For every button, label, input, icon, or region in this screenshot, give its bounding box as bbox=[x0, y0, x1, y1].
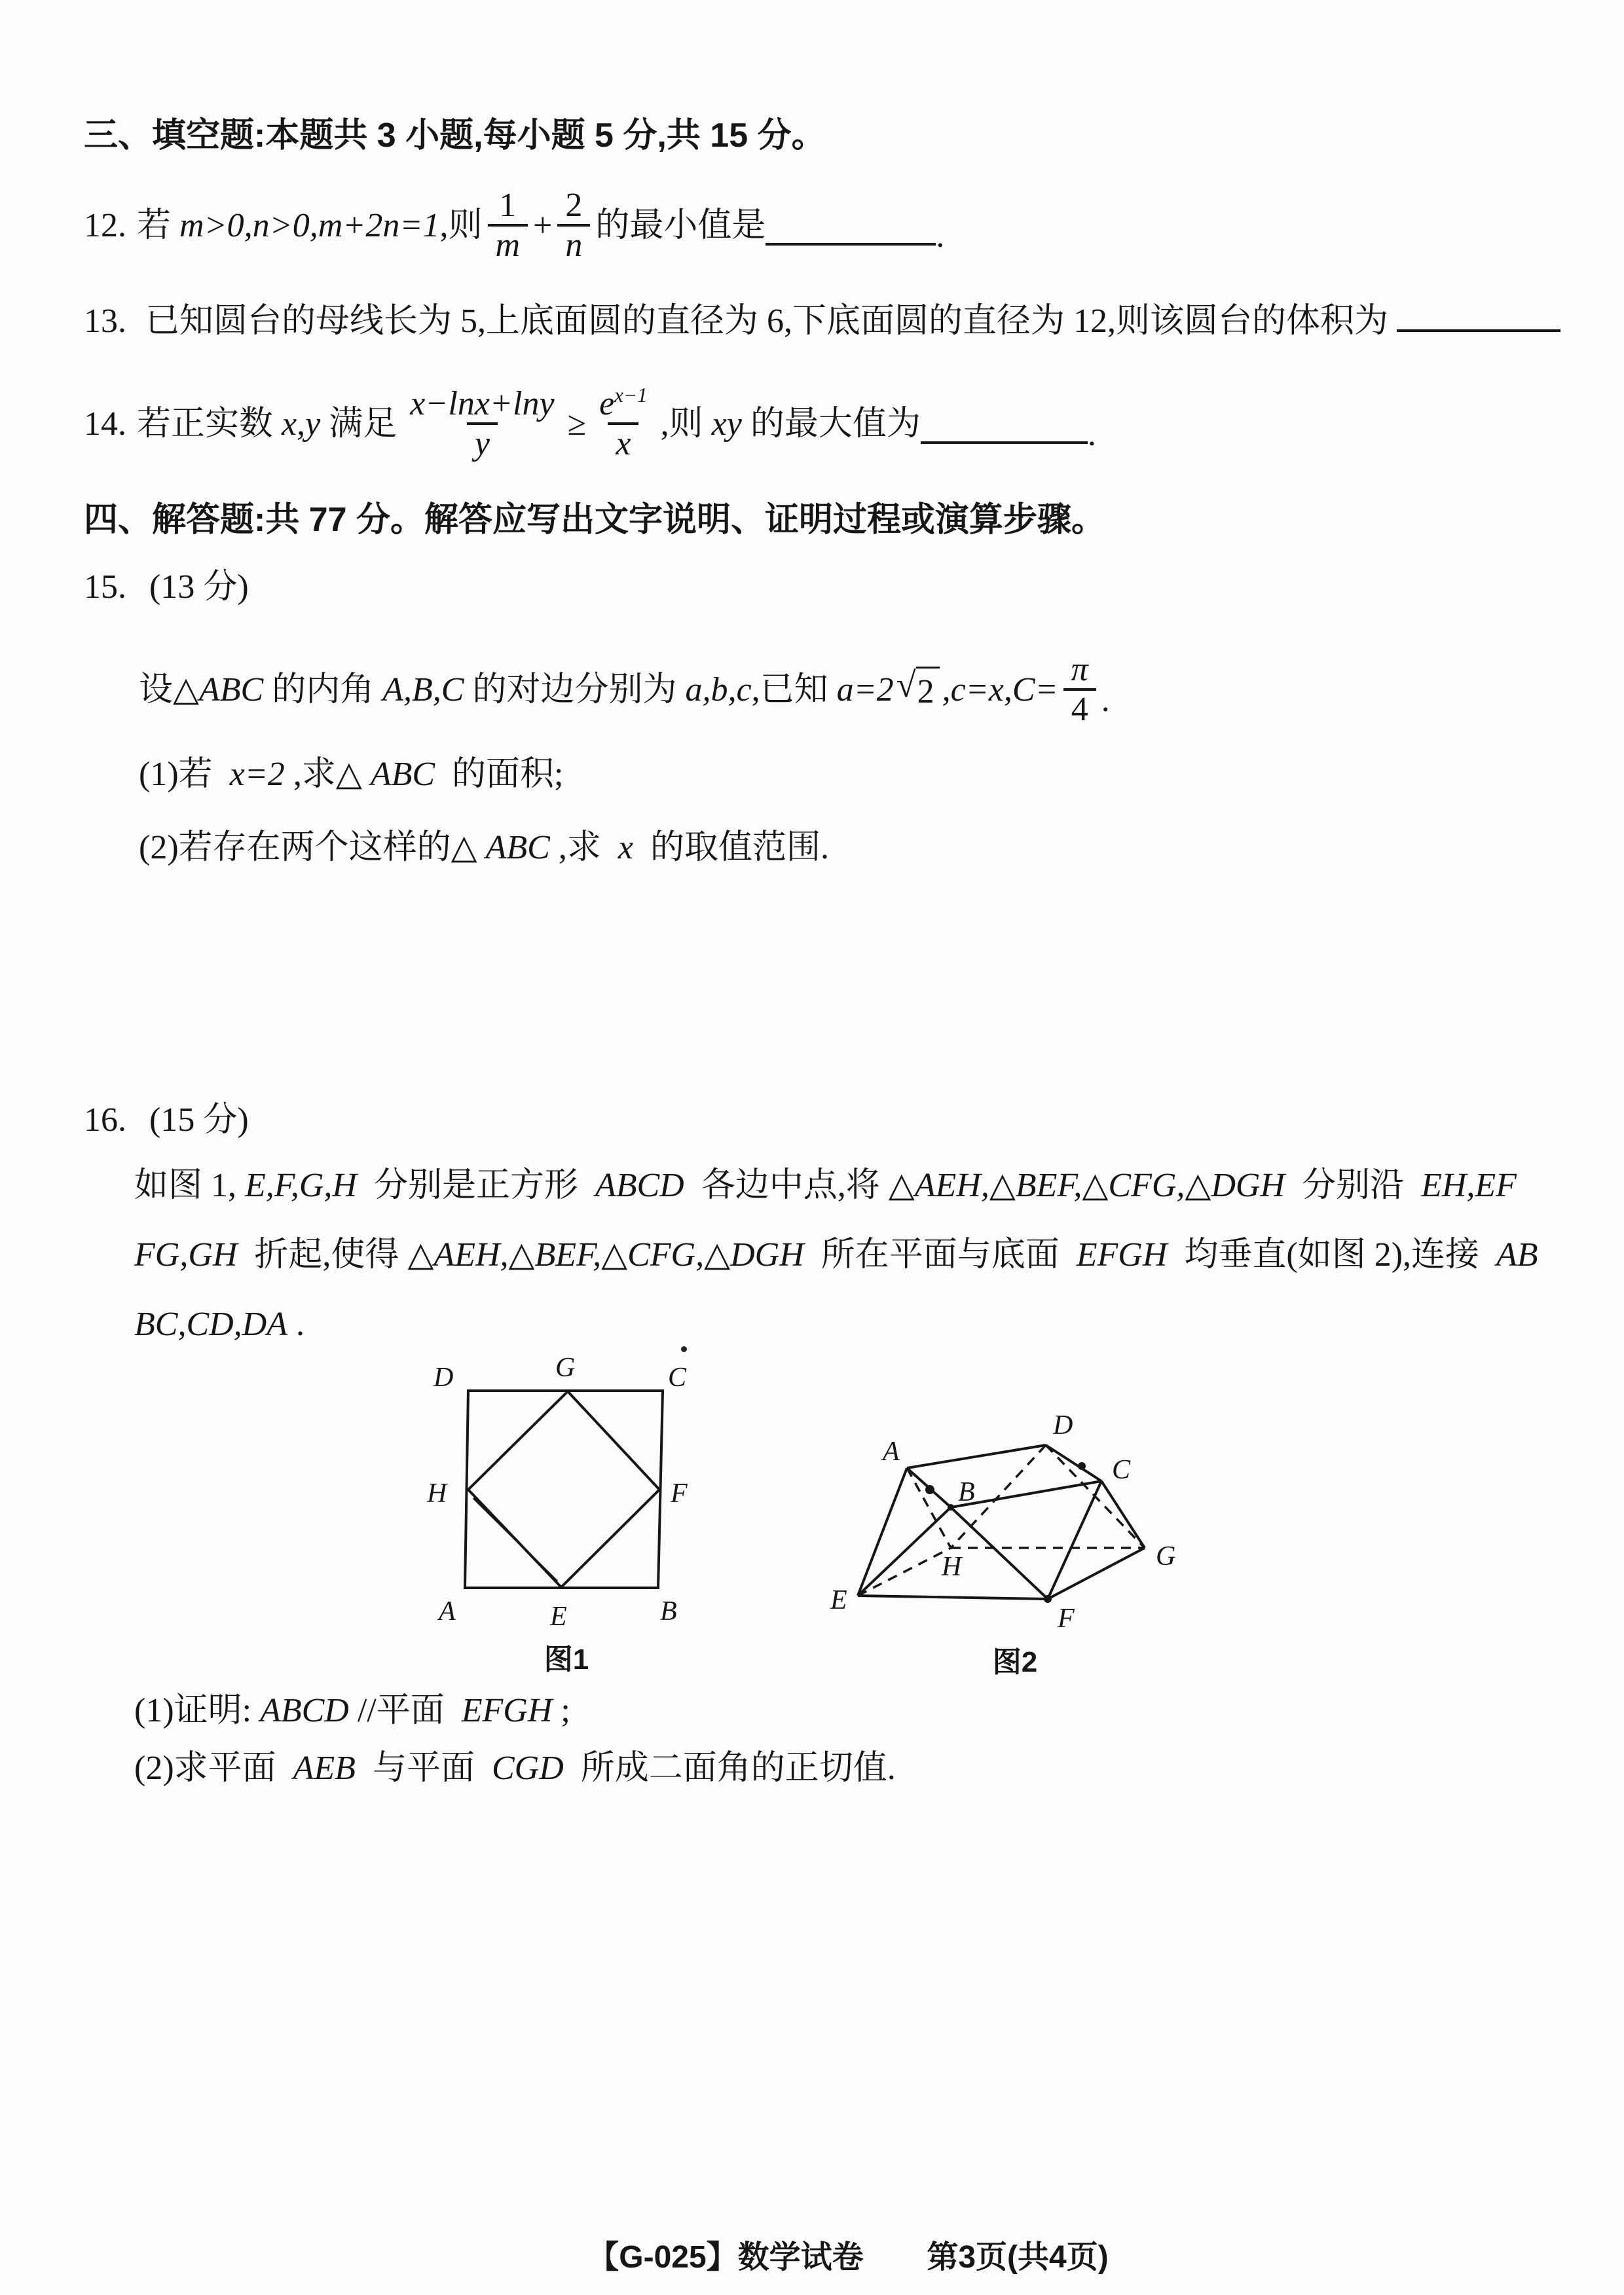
q16-l1-3: 分别是正方形 bbox=[365, 1167, 587, 1204]
figure-2-caption: 图2 bbox=[992, 1646, 1038, 1678]
fig1-label-A: A bbox=[439, 1596, 456, 1626]
q15-p1-3: ,求△ bbox=[293, 756, 362, 793]
q16-l3-2: . bbox=[296, 1306, 304, 1343]
fig1-label-H: H bbox=[427, 1478, 447, 1509]
q12-answer-blank bbox=[766, 239, 936, 246]
q12-frac2-numerator: 2 bbox=[565, 186, 583, 224]
fig1-label-G: G bbox=[555, 1353, 576, 1383]
fig2-edge-GC bbox=[1101, 1481, 1145, 1548]
q15-p2-5: 的取值范围. bbox=[641, 829, 829, 866]
q14-e-exponent: x−1 bbox=[614, 383, 648, 407]
q15-p1-5: 的面积; bbox=[443, 756, 564, 793]
q15-stem-3: 的内角 bbox=[263, 670, 383, 708]
q14-lfrac-denominator: y bbox=[467, 422, 498, 461]
fig2-edge-AE bbox=[858, 1468, 907, 1596]
question-12 bbox=[84, 185, 944, 266]
q16-l1-4: ABCD bbox=[595, 1167, 684, 1204]
fig2-label-A: A bbox=[883, 1437, 900, 1467]
q16-l2-4: 所在平面与底面 bbox=[812, 1236, 1068, 1274]
section-3-header bbox=[84, 115, 826, 157]
fig1-label-F: F bbox=[671, 1478, 688, 1509]
q16-l1-7: 分别沿 bbox=[1293, 1167, 1413, 1204]
question-13 bbox=[84, 300, 1560, 342]
fig1-label-D: D bbox=[434, 1363, 454, 1393]
figure-2 bbox=[825, 1403, 1198, 1651]
q12-frac2-denominator: n bbox=[557, 224, 590, 263]
figure-1-caption: 图1 bbox=[544, 1643, 589, 1676]
q12-period: . bbox=[936, 217, 945, 255]
q15-stem-1: 设△ bbox=[139, 670, 199, 708]
q16-paragraph-line-3 bbox=[134, 1303, 304, 1346]
q14-rfrac-denominator: x bbox=[608, 422, 638, 461]
q16-l2-7: AB bbox=[1496, 1236, 1538, 1274]
fig1-fold-line-HE bbox=[473, 1498, 557, 1581]
fig2-hidden-edge-AH bbox=[907, 1468, 951, 1548]
q16-p2-5: 所成二面角的正切值. bbox=[572, 1750, 896, 1787]
q14-lfrac-numerator: x−lnx+lny bbox=[410, 384, 555, 422]
fig2-label-C: C bbox=[1112, 1455, 1131, 1485]
q16-l3-1: BC,CD,DA bbox=[134, 1306, 287, 1343]
q15-stem-4: A,B,C bbox=[382, 670, 464, 708]
fig2-edge-EF bbox=[858, 1596, 1048, 1599]
q14-right-fraction bbox=[591, 383, 655, 462]
q16-l2-3: △AEH,△BEF,△CFG,△DGH bbox=[407, 1236, 804, 1274]
fig2-edge-CD bbox=[1046, 1445, 1101, 1481]
fig1-square-ABCD bbox=[465, 1391, 663, 1588]
q15-number: 15. bbox=[84, 568, 126, 606]
q15-p2-3: ,求 bbox=[558, 829, 610, 866]
q15-stem-5: 的对边分别为 bbox=[464, 670, 686, 708]
fig1-label-E: E bbox=[550, 1602, 567, 1632]
q12-fraction-2 bbox=[557, 188, 590, 263]
q15-stem-8: a=2 bbox=[836, 670, 894, 708]
q16-l2-2: 折起,使得 bbox=[246, 1236, 399, 1274]
q15-p1-4: ABC bbox=[370, 756, 435, 793]
q15-period: . bbox=[1101, 681, 1110, 719]
q14-geq-sign: ≥ bbox=[567, 405, 587, 443]
q16-l1-2: E,F,G,H bbox=[245, 1167, 357, 1204]
q13-number: 13. bbox=[84, 303, 126, 340]
q15-p2-2: ABC bbox=[485, 829, 550, 866]
q15-p1-2: x=2 bbox=[229, 756, 285, 793]
q15-p1-1: (1)若 bbox=[139, 756, 221, 793]
fig2-ink-blob-4 bbox=[948, 1504, 954, 1511]
q15-part-2 bbox=[139, 826, 829, 869]
q16-paragraph-line-1 bbox=[134, 1164, 1517, 1207]
q16-l1-6: △AEH,△BEF,△CFG,△DGH bbox=[888, 1167, 1285, 1204]
figure-1 bbox=[393, 1350, 720, 1638]
q16-l1-1: 如图 1, bbox=[134, 1167, 237, 1204]
q14-number: 14. bbox=[84, 405, 126, 443]
q16-p2-2: AEB bbox=[293, 1750, 356, 1787]
q16-score: (15 分) bbox=[149, 1101, 249, 1139]
fig2-label-D: D bbox=[1053, 1410, 1073, 1441]
q16-p1-5: ; bbox=[561, 1692, 570, 1729]
q16-l1-5: 各边中点,将 bbox=[692, 1167, 880, 1204]
q15-stem bbox=[139, 647, 1110, 732]
q15-score: (13 分) bbox=[149, 568, 249, 606]
q13-answer-blank bbox=[1397, 325, 1560, 332]
q15-sqrt2 bbox=[896, 664, 940, 713]
q16-part-1 bbox=[134, 1689, 570, 1732]
q16-l2-6: 均垂直(如图 2),连接 bbox=[1175, 1236, 1488, 1274]
q16-p1-2: ABCD bbox=[260, 1692, 349, 1729]
q14-math-1: x,y bbox=[282, 405, 321, 443]
q14-text-4: 的最大值为 bbox=[741, 405, 921, 443]
figure-1-drawing bbox=[393, 1350, 720, 1638]
footer-page-number: 第3页(共4页) bbox=[927, 2240, 1109, 2275]
question-16-heading bbox=[84, 1099, 249, 1141]
q16-p1-4: EFGH bbox=[461, 1692, 553, 1729]
q14-answer-blank bbox=[921, 437, 1088, 444]
fig2-ink-blob-3 bbox=[1044, 1595, 1052, 1603]
section-4-header-text: 四、解答题:共 77 分。解答应写出文字说明、证明过程或演算步骤。 bbox=[84, 501, 1106, 539]
q14-rfrac-numerator bbox=[591, 383, 655, 422]
q12-math-1: m>0,n>0,m+2n=1 bbox=[179, 206, 440, 244]
fig2-label-H: H bbox=[942, 1552, 962, 1582]
figure-2-drawing bbox=[825, 1403, 1198, 1651]
q16-part-2 bbox=[134, 1747, 896, 1790]
q16-p1-1: (1)证明: bbox=[134, 1692, 252, 1729]
q15-part-1 bbox=[139, 753, 563, 796]
q12-fraction-1 bbox=[488, 188, 528, 263]
q15-stem-2: ABC bbox=[199, 670, 264, 708]
fig2-label-G: G bbox=[1156, 1541, 1176, 1571]
q15-radical-sign: √ bbox=[896, 664, 916, 705]
q12-text-3: 的最小值是 bbox=[595, 206, 766, 244]
q14-e-base: e bbox=[599, 384, 615, 422]
q14-left-fraction bbox=[402, 386, 562, 461]
fig2-edge-CF bbox=[1048, 1481, 1101, 1599]
fig2-label-B: B bbox=[958, 1477, 975, 1507]
q16-l1-8: EH,EF bbox=[1421, 1167, 1517, 1204]
q15-p2-4: x bbox=[618, 829, 633, 866]
q12-frac1-numerator: 1 bbox=[499, 186, 517, 224]
q16-p2-1: (2)求平面 bbox=[134, 1750, 285, 1787]
q16-p2-4: CGD bbox=[491, 1750, 564, 1787]
q12-plus-sign: + bbox=[533, 206, 553, 244]
fig2-hidden-edge-EH bbox=[858, 1548, 951, 1596]
q14-text-1: 若正实数 bbox=[137, 405, 282, 443]
fig1-label-C: C bbox=[668, 1363, 687, 1393]
q15-frac-denominator: 4 bbox=[1063, 688, 1096, 727]
fig1-diamond-EFGH bbox=[468, 1391, 659, 1587]
q12-number: 12. bbox=[84, 206, 126, 244]
fig1-label-B: B bbox=[660, 1596, 677, 1626]
q16-p2-3: 与平面 bbox=[363, 1750, 483, 1787]
fig2-ink-blob-2 bbox=[1078, 1462, 1086, 1470]
q14-math-2: xy bbox=[711, 405, 742, 443]
fig2-edge-DA bbox=[907, 1445, 1046, 1468]
fig2-ink-blob-1 bbox=[925, 1485, 934, 1494]
section-4-header bbox=[84, 499, 1105, 542]
q16-p1-3: //平面 bbox=[357, 1692, 453, 1729]
q12-text-2: ,则 bbox=[439, 206, 483, 244]
q12-text-1: 若 bbox=[137, 206, 180, 244]
section-3-header-text: 三、填空题:本题共 3 小题,每小题 5 分,共 15 分。 bbox=[84, 117, 826, 155]
q15-pi-fraction bbox=[1063, 652, 1096, 727]
q15-stem-6: a,b,c bbox=[685, 670, 752, 708]
q15-stem-9: ,c=x,C= bbox=[942, 670, 1058, 708]
question-15-heading bbox=[84, 566, 249, 608]
q16-l2-5: EFGH bbox=[1076, 1236, 1168, 1274]
page-footer bbox=[0, 2231, 1624, 2277]
q16-paragraph-line-2 bbox=[134, 1234, 1538, 1276]
footer-booklet-id: 【G-025】数学试卷 bbox=[587, 2240, 864, 2275]
q16-number: 16. bbox=[84, 1101, 126, 1139]
q15-stem-7: ,已知 bbox=[751, 670, 837, 708]
q13-text: 已知圆台的母线长为 5,上底面圆的直径为 6,下底面圆的直径为 12,则该圆台的体积为 bbox=[145, 303, 1389, 340]
fig2-label-F: F bbox=[1058, 1604, 1075, 1634]
q14-text-2: 满足 bbox=[320, 405, 397, 443]
q15-frac-numerator: π bbox=[1071, 650, 1088, 688]
question-14 bbox=[84, 375, 1096, 473]
fig2-edge-FG bbox=[1048, 1548, 1145, 1599]
fig2-label-E: E bbox=[830, 1585, 847, 1615]
q14-text-3: ,则 bbox=[660, 405, 712, 443]
q16-l2-1: FG,GH bbox=[134, 1236, 238, 1274]
fig2-edge-BF bbox=[951, 1507, 1048, 1599]
q15-radicand: 2 bbox=[916, 667, 940, 713]
q12-frac1-denominator: m bbox=[488, 224, 528, 263]
q14-period: . bbox=[1087, 415, 1096, 453]
q15-p2-1: (2)若存在两个这样的△ bbox=[139, 829, 477, 866]
